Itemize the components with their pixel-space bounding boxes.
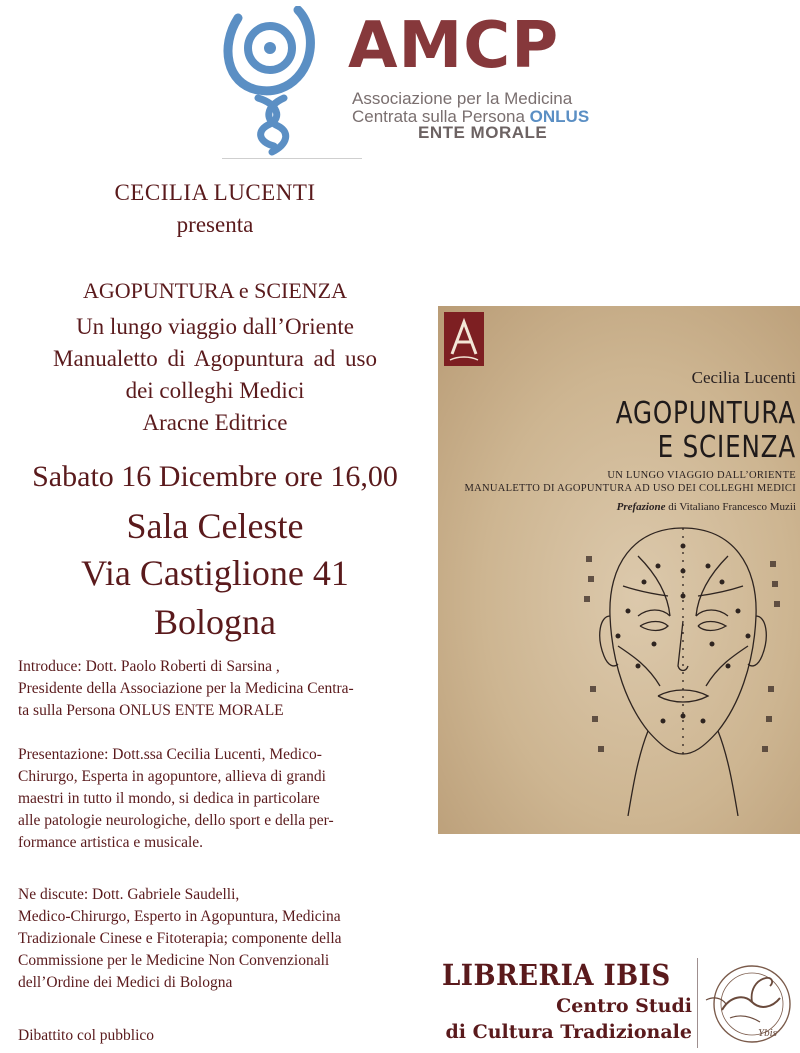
cover-title-line-2: E SCIENZA [657,430,796,465]
ibis-divider [697,958,698,1048]
libreria-ibis-title: LIBRERIA IBIS [442,958,671,992]
discussant-line: Ne discute: Dott. Gabriele Saudelli, [18,886,240,903]
book-subtitle-2: Manualetto di Agopuntura ad uso [53,346,377,371]
cover-title-line-1: AGOPUNTURA [615,396,796,431]
cover-preface-label: Prefazione [616,501,666,513]
discussant-line: Commissione per le Medicine Non Convenzionali [18,952,330,969]
amcp-onlus: ONLUS [529,107,590,126]
amcp-tagline-1: Associazione per la Medicina [352,89,573,108]
ibis-emblem-icon [700,960,798,1048]
discussant-paragraph [18,884,418,994]
presenta-text: presenta [176,212,254,237]
presentation-line: formance artistica e musicale. [18,834,204,851]
book-subtitle-1: Un lungo viaggio dall’Oriente [76,314,354,339]
discussant-line: Medico-Chirurgo, Esperto in Agopuntura, Medicina [18,908,341,925]
libreria-ibis-line-2: di Cultura Tradizionale [445,1021,692,1043]
amcp-tagline-2-text: Centrata sulla Persona [352,107,530,126]
presentation-paragraph [18,744,418,854]
cover-subtitle-2: MANUALETTO DI AGOPUNTURA AD USO DEI COLLEGHI MEDICI [464,483,796,494]
debate-text: Dibattito col pubblico [18,1027,155,1044]
intro-paragraph [18,656,418,722]
event-city: Bologna [154,602,276,642]
onlus-ente-morale: ONLUS ENTE MORALE [119,702,284,719]
book-subtitle-3: dei colleghi Medici [125,378,305,403]
event-venue: Sala Celeste [126,506,304,546]
intro-line: Introduce: Dott. Paolo Roberti di Sarsina , [18,658,280,675]
event-address: Via Castiglione 41 [81,553,349,593]
presentation-line: alle patologie neurologiche, dello sport e della per- [18,812,334,829]
discussant-line: Tradizionale Cinese e Fitoterapia; componente della [18,930,342,947]
publisher: Aracne Editrice [142,410,288,435]
libreria-ibis-line-1: Centro Studi [556,995,692,1017]
cover-preface [438,501,796,513]
discussant-line: dell’Ordine dei Medici di Bologna [18,974,233,991]
logo-divider [222,158,362,159]
presentation-line: Presentazione: Dott.ssa Cecilia Lucenti, Medico- [18,746,322,763]
presentation-line: Chirurgo, Esperta in agopuntore, allieva di grandi [18,768,326,785]
acupuncture-face-illustration [578,516,788,816]
amcp-logo-text: AMCP [348,9,560,83]
intro-line-text: ta sulla Persona [18,702,120,719]
amcp-caduceus-logo [218,6,328,158]
cover-preface-author: di Vitaliano Francesco Muzii [665,501,796,513]
ibis-emblem-label: Ybis [758,1027,777,1039]
event-date: Sabato 16 Dicembre ore 16,00 [32,460,398,493]
book-title: AGOPUNTURA e SCIENZA [83,278,347,303]
intro-line [18,700,418,722]
publisher-badge [444,312,484,366]
intro-line: Presidente della Associazione per la Medicina Centra- [18,680,354,697]
cover-author: Cecilia Lucenti [691,368,796,387]
presenter-name: CECILIA LUCENTI [114,180,316,205]
presentation-line: maestri in tutto il mondo, si dedica in particolare [18,790,320,807]
cover-subtitle-1: UN LUNGO VIAGGIO DALL’ORIENTE [607,470,796,481]
publisher-badge-icon [444,312,484,366]
book-cover-image [438,306,800,834]
amcp-ente-morale: ENTE MORALE [418,123,548,142]
